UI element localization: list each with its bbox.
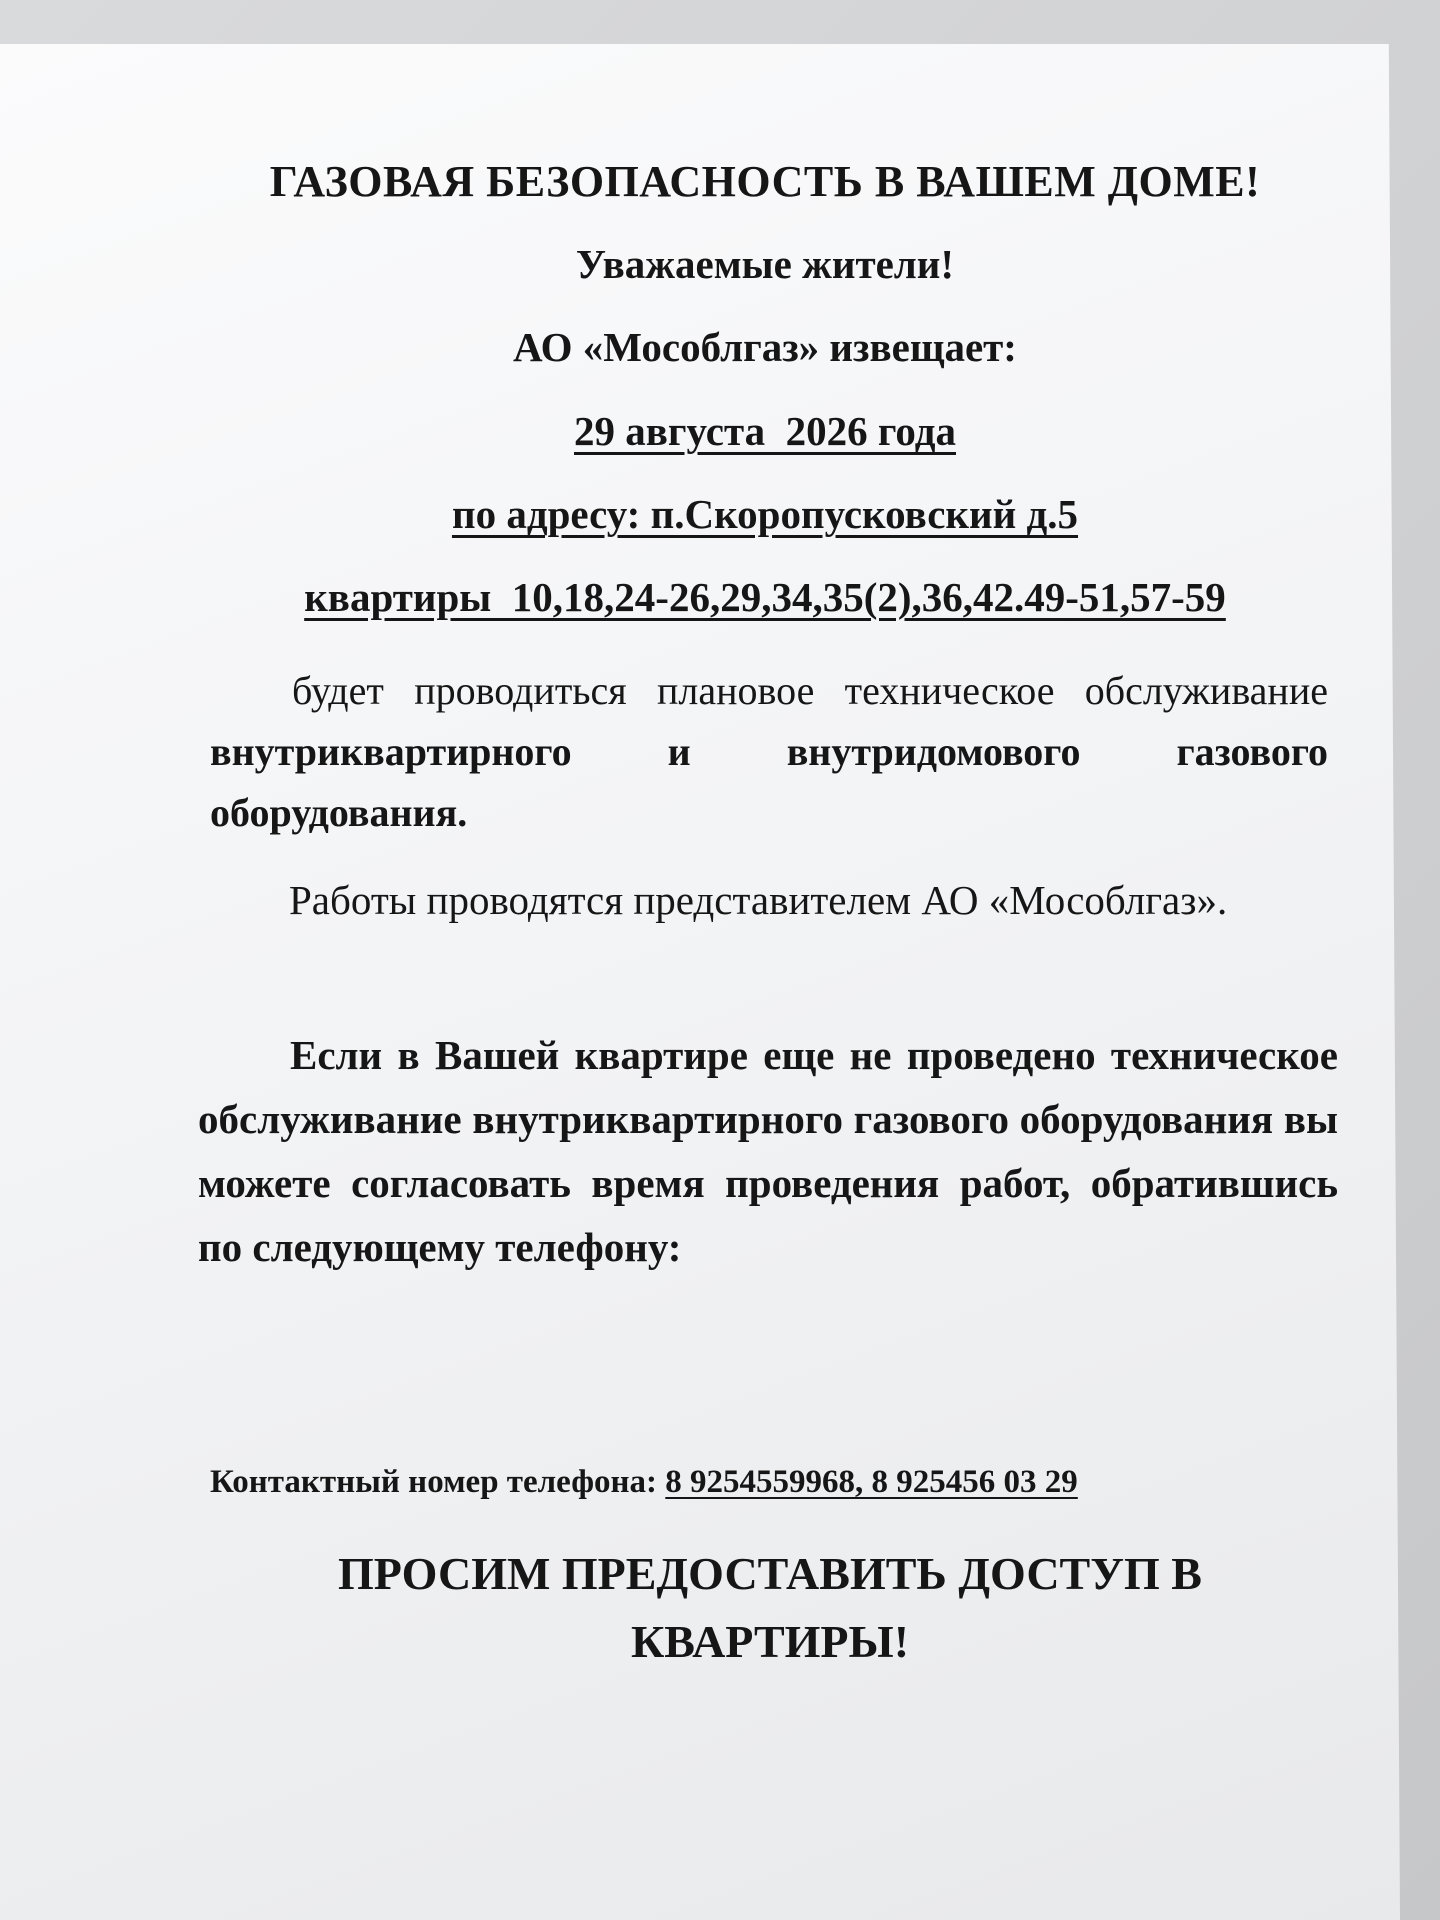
work-address-text: по адресу: п.Скоропусковский д.5 — [451, 491, 1079, 537]
access-request: ПРОСИМ ПРЕДОСТАВИТЬ ДОСТУП В КВАРТИРЫ! — [338, 1548, 1202, 1667]
work-address — [190, 490, 1340, 538]
maintenance-paragraph — [210, 660, 1328, 843]
contact-label: Контактный номер телефона: — [210, 1464, 658, 1500]
work-date-text: 29 августа 2026 года — [574, 408, 956, 454]
contact-line — [210, 1464, 1078, 1501]
work-date — [190, 407, 1340, 455]
maintenance-equipment-text: внутриквартирного и внутридомового газового оборудования. — [210, 729, 1328, 835]
appointment-paragraph: Если в Вашей квартире еще не проведено техническое обслуживание внутриквартирного газового оборудования вы можете согласовать время проведения работ, обратившись по следующему телефону: — [198, 1032, 1338, 1270]
notice-title: ГАЗОВАЯ БЕЗОПАСНОСТЬ В ВАШЕМ ДОМЕ! — [269, 157, 1261, 206]
performer-paragraph: Работы проводятся представителем АО «Мособлгаз». — [289, 877, 1228, 923]
contact-phones: 8 9254559968, 8 925456 03 29 — [665, 1464, 1078, 1500]
apartment-list-text: квартиры 10,18,24-26,29,34,35(2),36,42.49-51,57-59 — [304, 574, 1226, 620]
apartment-list — [180, 573, 1350, 621]
greeting: Уважаемые жители! — [575, 241, 955, 287]
company-notice: АО «Мособлгаз» извещает: — [513, 324, 1017, 370]
maintenance-text: будет проводиться плановое техническое обслуживание — [292, 668, 1328, 713]
